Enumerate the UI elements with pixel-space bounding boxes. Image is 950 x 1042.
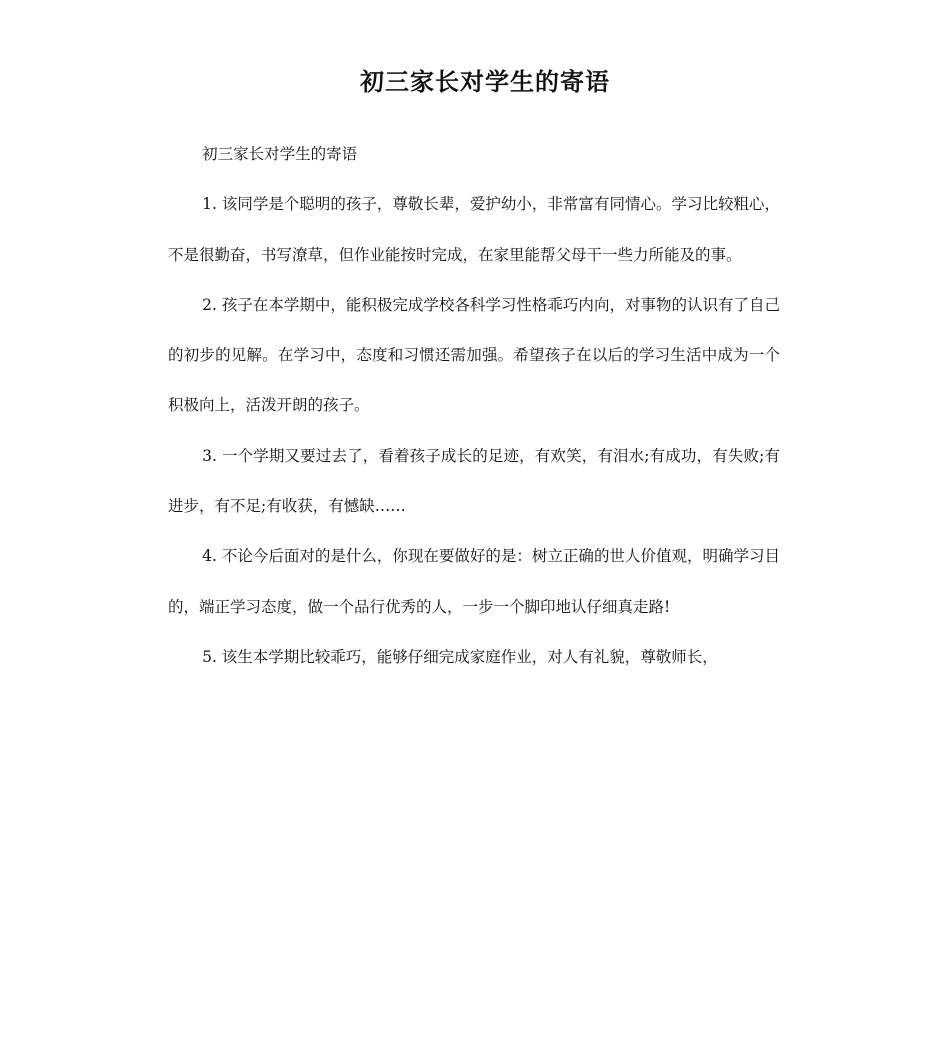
- paragraph-1: 1. 该同学是个聪明的孩子，尊敬长辈，爱护幼小，非常富有同情心。学习比较粗心，不是很勤奋，书写潦草，但作业能按时完成，在家里能帮父母干一些力所能及的事。: [168, 195, 780, 264]
- paragraph-3: 3. 一个学期又要过去了，看着孩子成长的足迹，有欢笑，有泪水;有成功，有失败;有进步，有不足;有收获，有憾缺……: [168, 446, 780, 516]
- document-title: 初三家长对学生的寄语: [360, 68, 610, 96]
- document-subtitle: 初三家长对学生的寄语: [202, 145, 358, 163]
- document-body: [168, 129, 780, 682]
- paragraph-4: 4. 不论今后面对的是什么，你现在要做好的是：树立正确的世人价值观，明确学习目的，端正学习态度，做一个品行优秀的人，一步一个脚印地认仔细真走路!: [168, 547, 780, 616]
- paragraph-5: 5. 该生本学期比较乖巧，能够仔细完成家庭作业，对人有礼貌，尊敬师长，: [202, 647, 718, 666]
- paragraph-2: 2. 孩子在本学期中，能积极完成学校各科学习性格乖巧内向，对事物的认识有了自己的初步的见解。在学习中，态度和习惯还需加强。希望孩子在以后的学习生活中成为一个积极向上，活泼开朗的孩子。: [168, 295, 780, 415]
